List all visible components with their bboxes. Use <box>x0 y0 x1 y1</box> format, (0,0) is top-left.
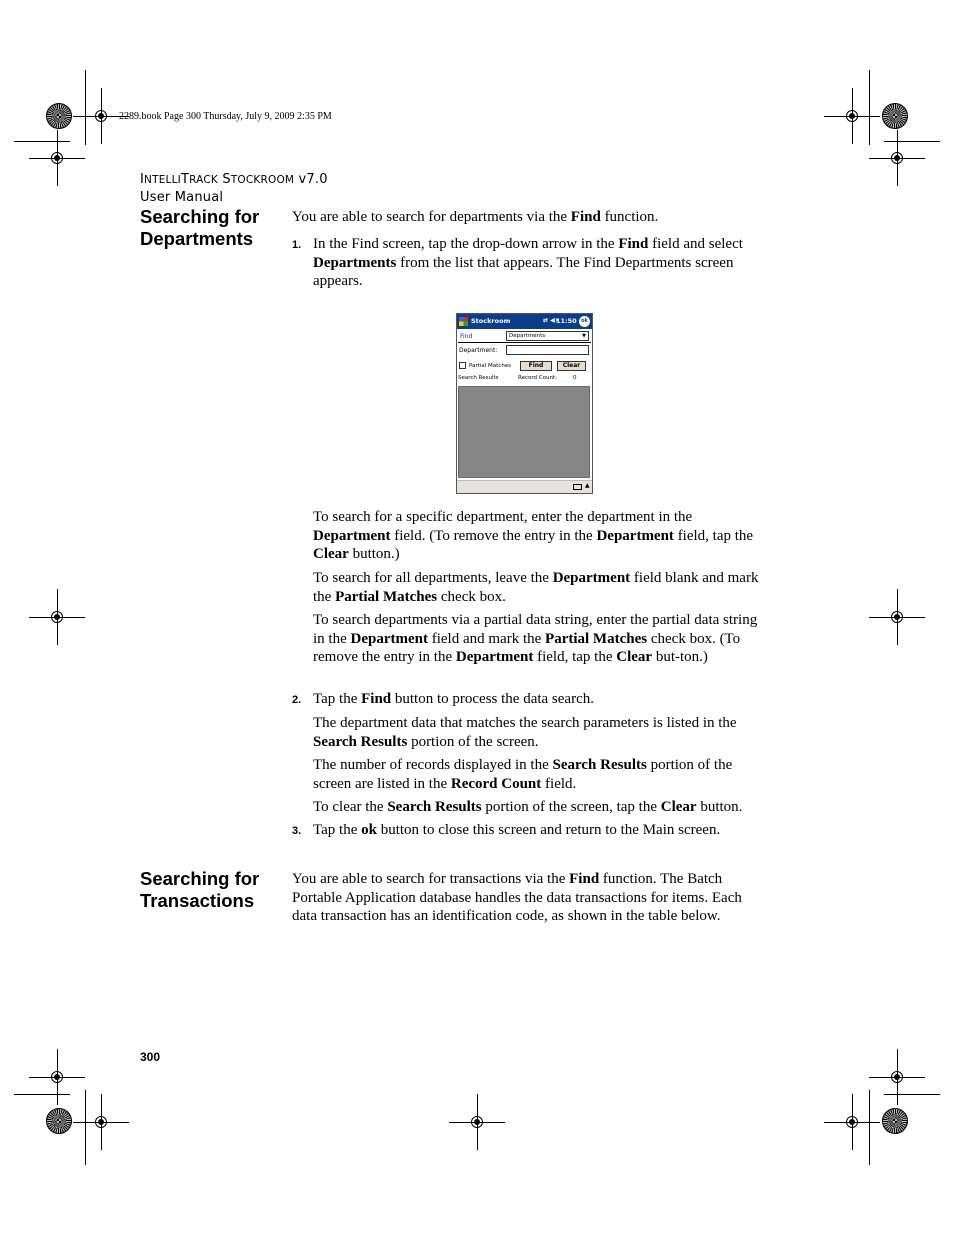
record-count-value: 0 <box>573 375 577 381</box>
page-number: 300 <box>140 1050 161 1064</box>
pda-app-title: Stockroom <box>471 317 511 325</box>
running-head <box>140 171 328 206</box>
crop-mark <box>85 70 86 145</box>
find-label[interactable]: Find <box>460 333 473 340</box>
keyboard-icon[interactable] <box>573 484 582 490</box>
registration-sunburst-icon <box>46 103 72 129</box>
paragraph-specific-department: To search for a specific department, enter the department in the Department field. (To remove the entry in the Department field, tap the Clear button.) <box>313 509 754 562</box>
step-3-text: Tap the ok button to close this screen and return to the Main screen. <box>313 822 721 838</box>
crop-mark <box>14 141 70 142</box>
step-2-text: Tap the Find button to process the data search. <box>313 691 594 707</box>
intro-departments: You are able to search for departments via the Find function. <box>292 209 659 225</box>
find-select-value: Departments <box>509 333 546 339</box>
partial-matches-checkbox[interactable] <box>459 362 466 369</box>
crop-mark <box>85 1090 86 1165</box>
crop-mark <box>884 141 940 142</box>
registration-sunburst-icon <box>882 103 908 129</box>
running-head-manual: User Manual <box>140 190 224 205</box>
partial-matches-label: Partial Matches <box>469 363 512 369</box>
paragraph-all-departments: To search for all departments, leave the Department field blank and mark the Partial Matches check box. <box>313 570 759 605</box>
registration-sunburst-icon <box>882 1108 908 1134</box>
pda-clock: 11:50 <box>556 317 577 325</box>
step-1-text: In the Find screen, tap the drop-down arrow in the Find field and select Departments from the list that appears. The Find Departments screen appears. <box>313 236 743 289</box>
find-button[interactable]: Find <box>520 361 552 371</box>
section-heading-departments: Searching for Departments <box>140 206 260 249</box>
section-heading-transactions: Searching for Transactions <box>140 868 260 911</box>
record-count-label: Record Count: <box>518 375 557 381</box>
running-head-product: INTELLITRACK STOCKROOM v7.0 <box>140 172 328 187</box>
dropdown-arrow-icon[interactable]: ▼ <box>582 333 586 339</box>
crop-mark <box>884 1094 940 1095</box>
divider <box>458 342 591 343</box>
crop-mark <box>14 1094 70 1095</box>
pda-bottom-bar <box>457 480 592 493</box>
pda-title-bar <box>457 314 592 329</box>
crop-mark <box>869 1090 870 1165</box>
registration-sunburst-icon <box>46 1108 72 1134</box>
intro-transactions: You are able to search for transactions via the Find function. The Batch Portable Application database handles the data transactions for items. Each data transaction has an identification code, as shown in the table below. <box>292 871 742 924</box>
step-number: 2. <box>292 694 302 706</box>
find-type-select[interactable] <box>506 331 589 341</box>
clear-button[interactable]: Clear <box>557 361 586 371</box>
search-results-label: Search Results <box>458 375 499 381</box>
department-label: Department: <box>459 347 498 354</box>
step-number: 3. <box>292 825 302 837</box>
department-input[interactable] <box>506 345 589 355</box>
input-panel-arrow-icon[interactable]: ▲ <box>585 482 590 489</box>
paragraph-partial-string: To search departments via a partial data string, enter the partial data string in the Department field and mark the Partial Matches check box. (To remove the entry in the Department field, tap the Clear but-ton.) <box>313 612 758 665</box>
paragraph-record-count: The number of records displayed in the Search Results portion of the screen are listed in the Record Count field. <box>313 757 733 792</box>
step-number: 1. <box>292 239 302 251</box>
paragraph-clear-results: To clear the Search Results portion of the screen, tap the Clear button. <box>313 799 743 815</box>
find-departments-screenshot <box>456 313 593 494</box>
paragraph-search-results: The department data that matches the search parameters is listed in the Search Results portion of the screen. <box>313 715 737 750</box>
ok-button[interactable]: ok <box>579 316 590 327</box>
print-slug: 2289.book Page 300 Thursday, July 9, 2009 2:35 PM <box>119 111 332 122</box>
connectivity-volume-icon[interactable]: ⇄ ◀× <box>543 317 560 324</box>
crop-mark <box>869 70 870 145</box>
search-results-list[interactable] <box>458 386 590 478</box>
windows-start-icon[interactable] <box>459 317 468 326</box>
